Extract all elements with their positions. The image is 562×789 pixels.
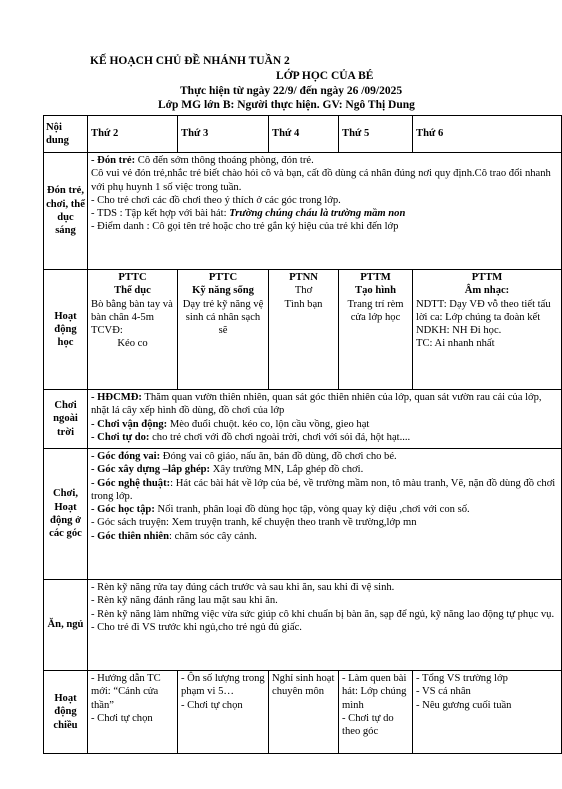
hdh-fri-line: NDTT: Dạy VĐ vỗ theo tiết tấu lời ca: Lớp chúng ta đoàn kết	[416, 298, 551, 323]
hdh-thu-line: Trang trí rèm cửa lớp học	[347, 298, 404, 323]
col-header-content: Nội dung	[44, 116, 88, 153]
hdcmd-text: Thăm quan vườn thiên nhiên, quan sát góc thiên nhiên của lớp, quan sát vườn rau cải của lớp, nhặt lá cây xếp hình đồ dùng, đồ chơi của lớp	[91, 392, 542, 417]
hdh-wed-line: Thơ	[294, 285, 313, 297]
row-label-choi-ngoai-troi: Chơi ngoài trời	[44, 390, 88, 449]
col-header-wed: Thứ 4	[269, 116, 339, 153]
plan-subtitle: LỚP HỌC CỦA BÉ	[276, 70, 374, 82]
row-label-hoat-dong-hoc: Hoạt động học	[44, 270, 88, 390]
hdc-wed-line: Nghỉ sinh hoạt chuyên môn	[272, 673, 335, 698]
col-header-mon: Thứ 2	[88, 116, 178, 153]
hdh-thu-area: PTTM	[360, 272, 391, 283]
choi-ngoai-troi-content	[88, 390, 562, 449]
an-ngu-line: - Rèn kỹ năng làm những việc vừa sức giúp cô khi chuẩn bị bàn ăn, sạp để ngủ, kỹ năng lao động tự phục vụ.	[91, 608, 555, 620]
goc-sach-truyen-text: - Góc sách truyện: Xem truyện tranh, kể chuyện theo tranh về trường,lớp mn	[91, 517, 417, 529]
row-label-choi-goc: Chơi, Hoạt động ở các góc	[44, 449, 88, 580]
row-label-an-ngu: Ăn, ngủ	[44, 580, 88, 671]
hdh-tue	[178, 270, 269, 390]
hdc-thu	[339, 671, 413, 754]
hdh-wed	[269, 270, 339, 390]
tds-song: Trường chúng cháu là trường mầm non	[229, 208, 406, 220]
row-don-tre	[44, 153, 562, 270]
don-tre-heading: - Đón trẻ:	[91, 155, 136, 166]
row-an-ngu	[44, 580, 562, 671]
goc-dong-vai-text: Đóng vai cô giáo, nấu ăn, bán đồ dùng, đồ chơi cho bé.	[160, 451, 397, 462]
row-hoat-dong-chieu	[44, 671, 562, 754]
goc-hoc-tap-text: Nối tranh, phân loại đồ dùng học tập, vòng quay kỳ diệu ,chơi với con số.	[154, 504, 470, 516]
an-ngu-content	[88, 580, 562, 671]
hdc-tue-line: - Chơi tự chọn	[181, 699, 243, 711]
hdc-fri-line: - Tổng VS trường lớp	[416, 673, 508, 684]
col-header-thu: Thứ 5	[339, 116, 413, 153]
hdh-thu	[339, 270, 413, 390]
an-ngu-line: - Cho trẻ đi VS trước khi ngủ,cho trẻ ngủ đủ giấc.	[91, 621, 302, 633]
an-ngu-line: - Rèn kỹ năng rửa tay đúng cách trước và sau khi ăn, sau khi đi vệ sinh.	[91, 582, 395, 593]
hdc-fri-line: - VS cá nhân	[416, 686, 471, 698]
goc-hoc-tap-heading: - Góc học tập:	[91, 504, 155, 516]
hdh-wed-area: PTNN	[289, 272, 318, 283]
goc-xay-dung-heading: - Góc xây dựng –lắp ghép:	[91, 464, 211, 476]
hdh-mon-subject: Thể dục	[114, 285, 151, 297]
tds-text: - TDS : Tập kết hợp với bài hát:	[91, 208, 230, 220]
goc-thien-nhien-text: : chăm sóc cây cảnh.	[169, 530, 257, 542]
row-label-don-tre: Đón trẻ, chơi, thể dục sáng	[44, 153, 88, 270]
an-ngu-line: - Rèn kỹ năng đánh răng lau mặt sau khi ăn.	[91, 595, 278, 607]
row-choi-ngoai-troi	[44, 390, 562, 449]
don-tre-play: - Cho trẻ chơi các đồ chơi theo ý thích ở các góc trong lớp.	[91, 194, 341, 206]
tu-do-text: cho trẻ chơi với đồ chơi ngoài trời, chơi với sỏi đá, hột hạt....	[149, 431, 411, 443]
table-header-row	[44, 116, 562, 153]
row-label-hoat-dong-chieu: Hoạt động chiều	[44, 671, 88, 754]
hdh-mon	[88, 270, 178, 390]
choi-goc-content	[88, 449, 562, 580]
hdh-mon-line: TCVĐ:	[91, 325, 123, 337]
goc-dong-vai-heading: - Góc đóng vai:	[91, 451, 161, 462]
hdh-fri-area: PTTM	[471, 272, 503, 283]
hdc-tue	[178, 671, 269, 754]
hdc-tue-line: - Ôn số lượng trong phạm vi 5…	[181, 673, 265, 698]
goc-nghe-thuat-heading: - Góc nghệ thuật:	[91, 477, 171, 489]
plan-dates: Thực hiện từ ngày 22/9/ đến ngày 26 /09/2025	[180, 85, 403, 97]
hdcmd-heading: - HĐCMĐ:	[91, 392, 142, 403]
hdh-mon-area: PTTC	[118, 272, 147, 283]
van-dong-heading: - Chơi vận động:	[91, 418, 168, 430]
van-dong-text: Mèo đuổi chuột. kéo co, lộn cầu vồng, gieo hạt	[167, 418, 370, 430]
class-info: Lớp MG lớn B: Người thực hiện. GV: Ngô Thị Dung	[158, 99, 415, 111]
row-choi-goc	[44, 449, 562, 580]
hdc-wed	[269, 671, 339, 754]
don-tre-content	[88, 153, 562, 270]
hdc-fri-line: - Nêu gương cuối tuần	[416, 699, 512, 711]
hdc-mon-line: - Chơi tự chọn	[91, 712, 153, 724]
tu-do-heading: - Chơi tự do:	[91, 431, 150, 443]
goc-xay-dung-text: Xây trường MN, Lắp ghép đồ chơi.	[210, 464, 364, 476]
hdh-tue-area: PTTC	[208, 272, 238, 283]
hdh-thu-subject: Tạo hình	[355, 285, 396, 297]
col-header-tue: Thứ 3	[178, 116, 269, 153]
hdh-fri-subject: Âm nhạc:	[464, 285, 510, 297]
hdc-mon	[88, 671, 178, 754]
goc-nghe-thuat-text: : Hát các bài hát về lớp của bé, về trường mầm non, tô màu tranh, Vẽ, nặn đồ dùng đồ chơi trong lớp.	[91, 477, 556, 502]
plan-title: KẾ HOẠCH CHỦ ĐỀ NHÁNH TUẦN 2	[90, 55, 290, 67]
hdh-fri-line: NDKH: NH Đi học.	[416, 325, 502, 337]
hdc-mon-line: - Hướng dẫn TC mới: “Cánh cửa thần”	[91, 673, 161, 711]
hdh-mon-line: Bò bằng bàn tay và bàn chân 4-5m	[91, 298, 173, 323]
hdh-tue-subject: Kỹ năng sống	[192, 285, 254, 297]
don-tre-text: Cô đến sớm thông thoáng phòng, đón trẻ.	[135, 155, 314, 166]
hdc-fri	[413, 671, 562, 754]
hdh-mon-line: Kéo co	[117, 338, 148, 350]
hdh-fri-line: TC: Ai nhanh nhất	[416, 338, 495, 350]
hdc-thu-line: - Chơi tự do theo góc	[342, 712, 394, 738]
don-tre-greeting: Cô vui vẻ đón trẻ,nhắc trẻ biết chào hỏi cô và bạn, cất đồ dùng cá nhân đúng nơi quy định.Cô trao đổi nhanh với phụ huynh 1 số việc trong tuần.	[91, 168, 551, 193]
goc-thien-nhien-heading: - Góc thiên nhiên	[91, 530, 169, 542]
hdc-thu-line: - Làm quen bài hát: Lớp chúng mình	[342, 673, 407, 711]
weekly-plan-table	[43, 115, 562, 754]
roll-call-text: - Điểm danh : Cô gọi tên trẻ hoặc cho trẻ gắn ký hiệu của trẻ khi đến lớp	[91, 221, 399, 233]
hdh-tue-line: Dạy trẻ kỹ năng vệ sinh cá nhân sạch sẽ	[182, 298, 264, 337]
hdh-wed-line: Tình bạn	[284, 298, 323, 310]
row-hoat-dong-hoc	[44, 270, 562, 390]
col-header-fri: Thứ 6	[413, 116, 562, 153]
hdh-fri	[413, 270, 562, 390]
